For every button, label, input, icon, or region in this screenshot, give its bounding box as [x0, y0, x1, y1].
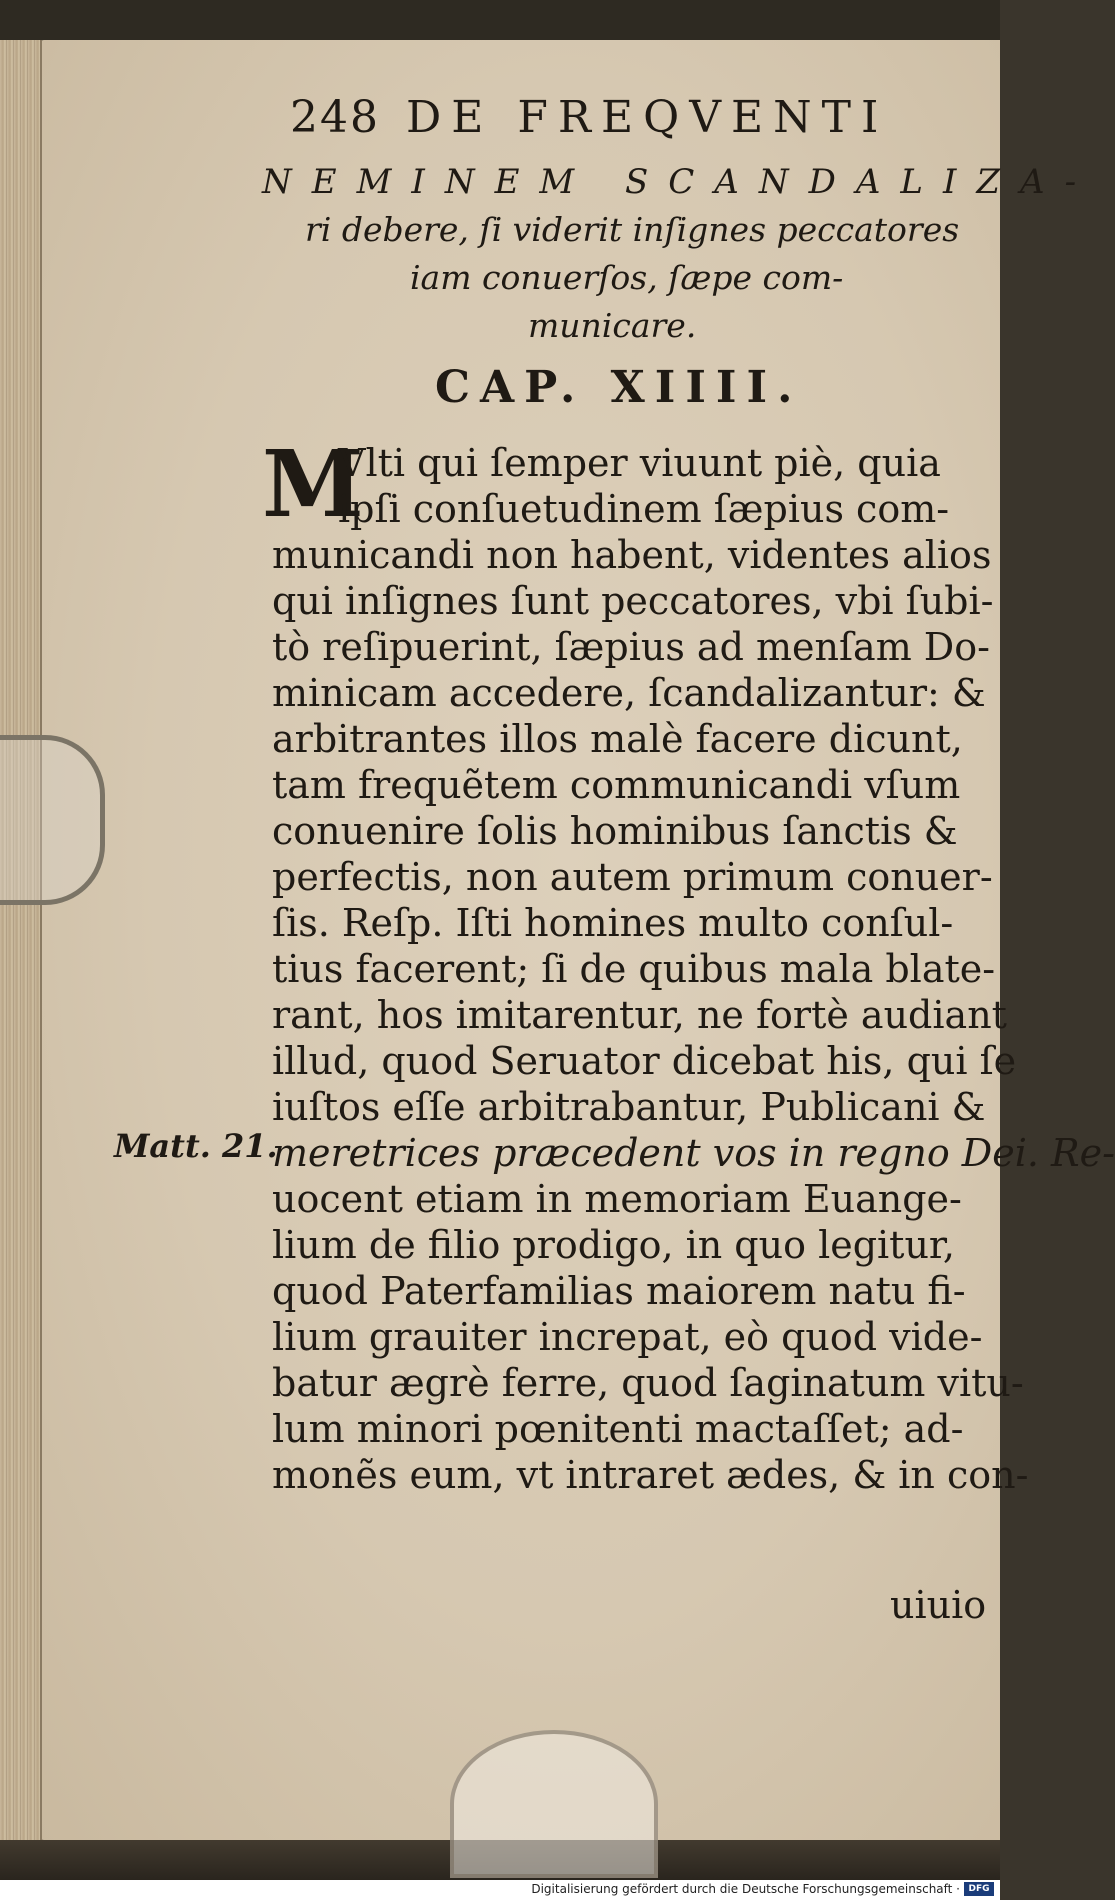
body-line: tius facerent; ſi de quibus mala blate-: [272, 947, 996, 991]
body-line: qui inſignes ſunt peccatores, vbi ſubi-: [272, 579, 994, 623]
body-line: rant, hos imitarentur, ne fortè audiant: [272, 993, 1007, 1037]
body-line: tam frequẽtem communicandi vſum: [272, 763, 961, 807]
body-line: lum minori pœnitenti mactaſſet; ad-: [272, 1407, 964, 1451]
footer-credit: Digitalisierung gefördert durch die Deutsche Forschungsgemeinschaft ·: [531, 1882, 960, 1896]
running-head-title: DE FREQVENTI: [405, 92, 889, 143]
body-line: batur ægrè ferre, quod ſaginatum vitu-: [272, 1361, 1024, 1405]
margin-note: Matt. 21.: [114, 1127, 278, 1165]
body-line: lium grauiter increpat, eò quod vide-: [272, 1315, 983, 1359]
body-line: ipſi conſuetudinem ſæpius com-: [338, 487, 950, 531]
body-line: iuſtos eſſe arbitrabantur, Publicani &: [272, 1085, 986, 1129]
chapter-title-line-4: municare.: [528, 306, 697, 345]
chapter-title-line-1: NEMINEM SCANDALIZA-: [262, 162, 1097, 202]
catchword: uiuio: [890, 1583, 987, 1627]
body-line: uocent etiam in memoriam Euange-: [272, 1177, 962, 1221]
body-line: meretrices præcedent vos in regno Dei. Re-: [272, 1131, 1115, 1175]
body-line: Vlti qui ſemper viuunt piè, quia: [338, 441, 941, 485]
body-line: arbitrantes illos malè facere dicunt,: [272, 717, 963, 761]
chapter-title-line-2: ri debere, ſi viderit inſignes peccatores: [305, 210, 960, 249]
body-line: illud, quod Seruator dicebat his, qui ſe: [272, 1039, 1017, 1083]
body-line: tò reſipuerint, ſæpius ad menſam Do-: [272, 625, 990, 669]
page-number: 248: [290, 92, 380, 143]
body-line: monẽs eum, vt intraret ædes, & in con-: [272, 1453, 1029, 1497]
body-line: minicam accedere, ſcandalizantur: &: [272, 671, 986, 715]
body-line: municandi non habent, videntes alios: [272, 533, 992, 577]
body-line: ſis. Reſp. Iſti homines multo conſul-: [272, 901, 954, 945]
drop-cap: M: [262, 430, 364, 538]
running-head: [290, 92, 888, 143]
body-line: quod Paterfamilias maiorem natu fi-: [272, 1269, 966, 1313]
chapter-heading: CAP. XIIII.: [435, 362, 803, 413]
chapter-title-line-3: iam conuerſos, ſæpe com-: [410, 258, 844, 297]
body-line: lium de filio prodigo, in quo legitur,: [272, 1223, 955, 1267]
dfg-logo: DFG: [964, 1882, 994, 1896]
body-line: perfectis, non autem primum conuer-: [272, 855, 993, 899]
body-line: conuenire ſolis hominibus ſanctis &: [272, 809, 958, 853]
